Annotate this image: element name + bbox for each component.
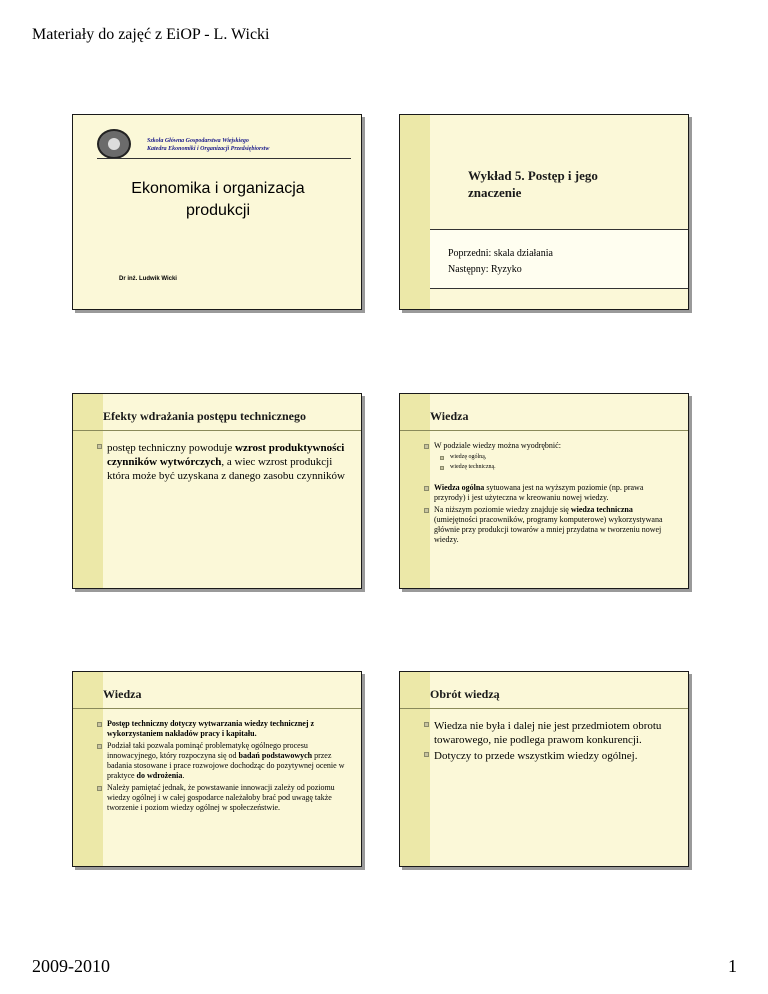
slide-lecture [399, 114, 689, 310]
slide-accent-bar [73, 394, 103, 588]
bullet: Dotyczy to przede wszystkim wiedzy ogólnej. [424, 749, 676, 763]
bullet: Postęp techniczny dotyczy wytwarzania wiedzy technicznej z wykorzystaniem nakładów pracy i kapitału. [97, 719, 349, 739]
bullet: Podział taki pozwala pominąć problematykę ogólnego procesu innowacyjnego, który rozpoczyna się od badań podstawowych przez badania stosowane i prace rozwojowe dochodząc do pozytywnej ocenie w praktyce do wdrożenia. [97, 741, 349, 781]
bullet: Wiedza ogólna sytuowana jest na wyższym poziomie (np. prawa przyrody) i jest użyteczna w kreowaniu nowej wiedzy. [424, 483, 676, 503]
navigation-text [448, 246, 553, 278]
bullet: W podziale wiedzy można wyodrębnić: [424, 441, 676, 451]
slide-title: Efekty wdrażania postępu technicznego [103, 409, 306, 423]
lecture-title: Wykład 5. Postęp i jego znaczenie [468, 168, 598, 200]
slide-title: Wiedza [103, 687, 142, 701]
page-header: Materiały do zajęć z EiOP - L. Wicki [32, 26, 270, 43]
slide-title: Wiedza [430, 409, 469, 423]
slide-knowledge-2 [72, 671, 362, 867]
title-divider [400, 708, 688, 709]
page-number: 1 [728, 956, 737, 976]
course-title: Ekonomika i organizacja produkcji [131, 180, 305, 219]
university-logo-icon [97, 129, 131, 159]
slide-body [424, 719, 676, 765]
department-name: Katedra Ekonomiki i Organizacji Przedsiębiorstw [147, 146, 270, 152]
slide-body [97, 441, 349, 485]
title-divider [73, 708, 361, 709]
sub-bullet: wiedzę techniczną. [424, 463, 676, 471]
slide-accent-bar [400, 672, 430, 866]
slide-title: Obrót wiedzą [430, 687, 500, 701]
slide-accent-bar [400, 115, 430, 309]
next-lecture: Następny: Ryzyko [448, 264, 522, 275]
slide-knowledge-1 [399, 393, 689, 589]
slide-effects [72, 393, 362, 589]
author: Dr inż. Ludwik Wicki [119, 276, 177, 282]
bullet: Wiedza nie była i dalej nie jest przedmiotem obrotu towarowego, nie podlega prawom konkurencji. [424, 719, 676, 747]
slide-knowledge-trade [399, 671, 689, 867]
university-name: Szkoła Główna Gospodarstwa Wiejskiego [147, 138, 249, 144]
bullet: Należy pamiętać jednak, że powstawanie innowacji zależy od poziomu wiedzy ogólnej i w całej gospodarce należałoby brać pod uwagę także tworzenie i poziom wiedzy ogólnej w społeczeństwie. [97, 783, 349, 813]
bullet: postęp techniczny powoduje wzrost produktywności czynników wytwórczych, a wiec wzrost produkcji która może być uzyskana z danego zasobu czynników [97, 441, 349, 483]
previous-lecture: Poprzedni: skala działania [448, 248, 553, 259]
slide-title [72, 114, 362, 310]
title-divider [73, 430, 361, 431]
slide-body [424, 441, 676, 547]
bullet: Na niższym poziomie wiedzy znajduje się wiedza techniczna (umiejętności pracowników, programy komputerowe) wykorzystywana głównie przy produkcji towarów a mniej przydatna w tworzeniu nowej wiedzy. [424, 505, 676, 545]
footer-year: 2009-2010 [32, 956, 110, 976]
title-divider [400, 430, 688, 431]
slide-body [97, 719, 349, 815]
sub-bullet: wiedzę ogólną, [424, 453, 676, 461]
divider [97, 158, 351, 159]
